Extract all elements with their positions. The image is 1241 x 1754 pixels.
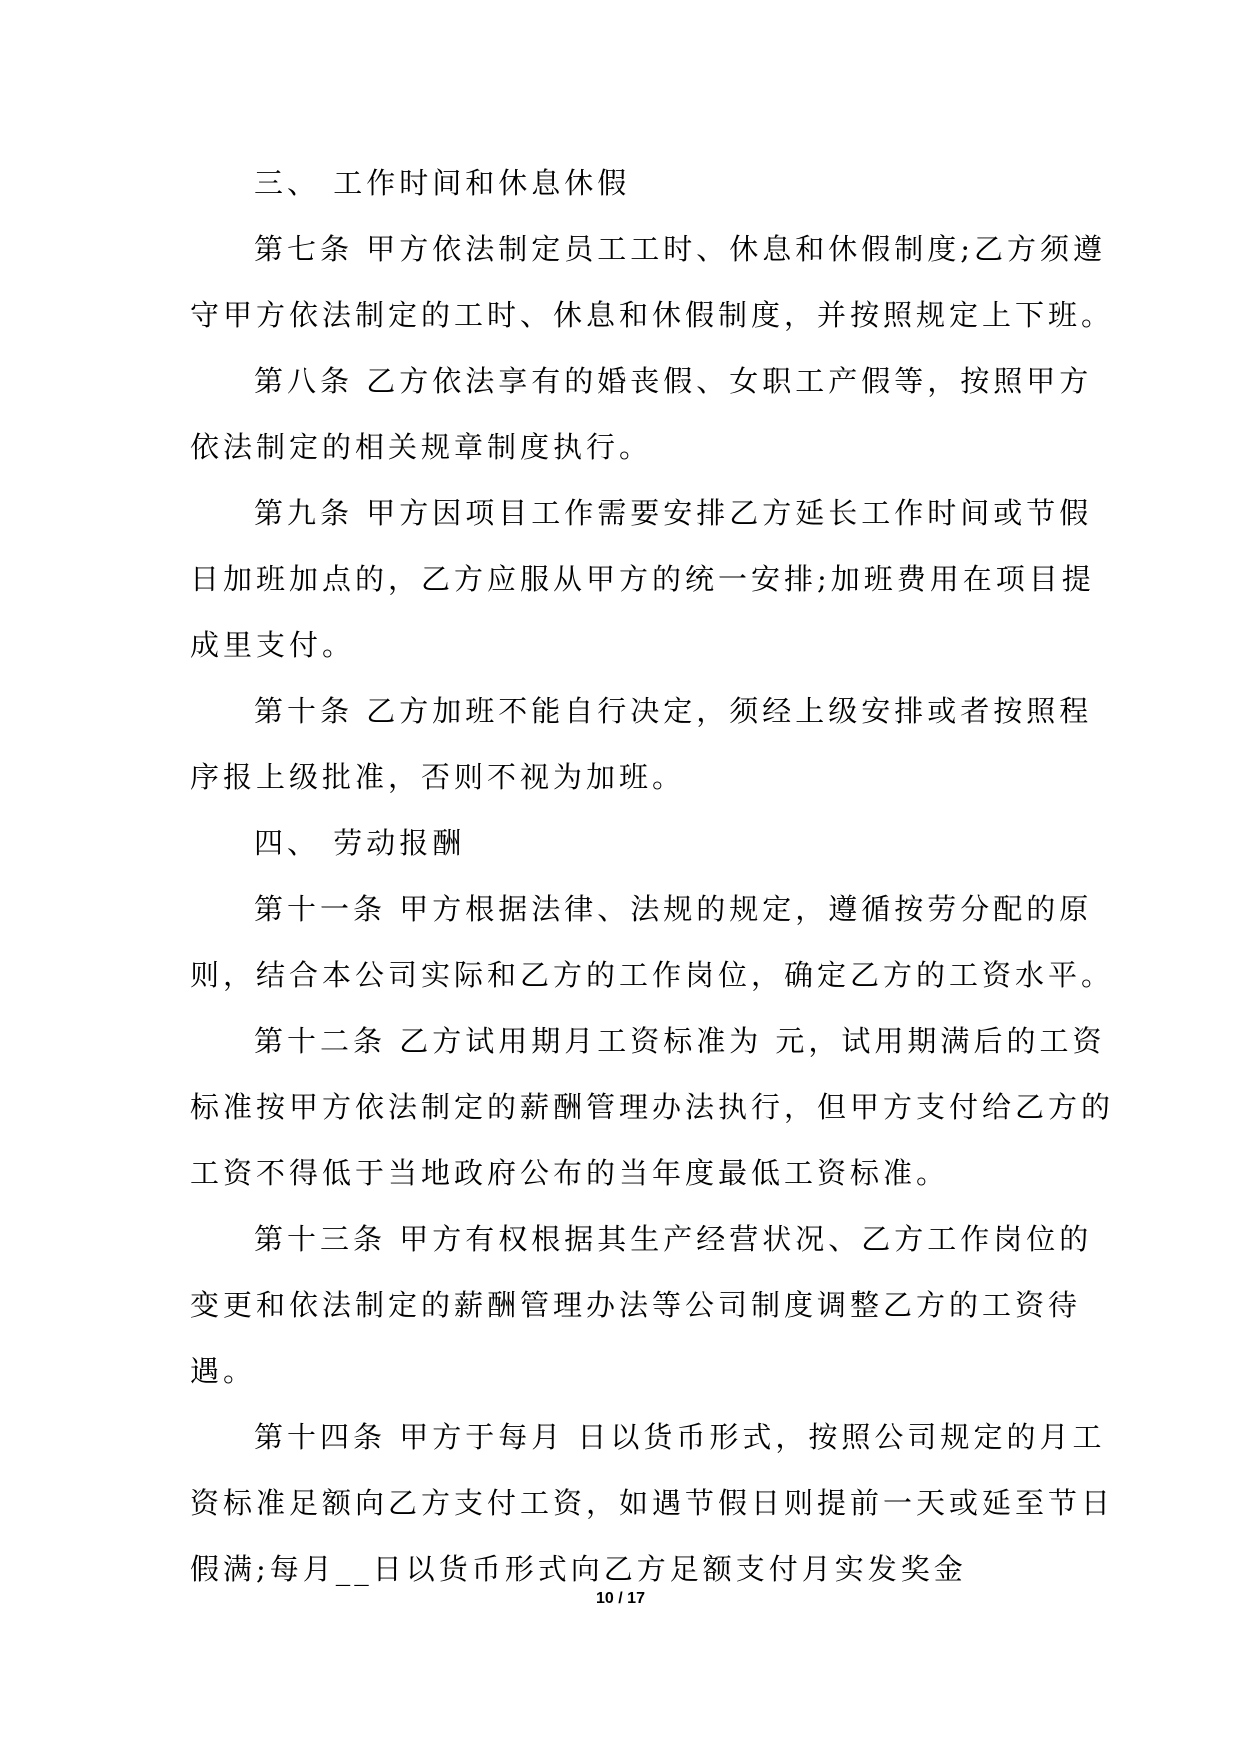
article-8-line-2: 依法制定的相关规章制度执行。 xyxy=(190,430,653,464)
article-12-line-2: 标准按甲方依法制定的薪酬管理办法执行，但甲方支付给乙方的 xyxy=(190,1090,1115,1124)
article-13-line-3: 遇。 xyxy=(190,1354,257,1388)
article-7-line-2: 守甲方依法制定的工时、休息和休假制度，并按照规定上下班。 xyxy=(190,298,1115,332)
article-14-line-1: 第十四条 甲方于每月 日以货币形式，按照公司规定的月工 xyxy=(254,1420,1106,1454)
article-9-line-2: 日加班加点的，乙方应服从甲方的统一安排;加班费用在项目提 xyxy=(190,562,1095,596)
article-12-line-1: 第十二条 乙方试用期月工资标准为 元，试用期满后的工资 xyxy=(254,1024,1106,1058)
article-10-line-1: 第十条 乙方加班不能自行决定，须经上级安排或者按照程 xyxy=(254,694,1093,728)
section-heading-working-hours: 三、 工作时间和休息休假 xyxy=(254,166,631,200)
article-11-line-2: 则，结合本公司实际和乙方的工作岗位，确定乙方的工资水平。 xyxy=(190,958,1115,992)
article-12-line-3: 工资不得低于当地政府公布的当年度最低工资标准。 xyxy=(190,1156,950,1190)
article-14-line-2: 资标准足额向乙方支付工资，如遇节假日则提前一天或延至节日 xyxy=(190,1486,1115,1520)
section-heading-remuneration: 四、 劳动报酬 xyxy=(254,826,466,860)
article-13-line-1: 第十三条 甲方有权根据其生产经营状况、乙方工作岗位的 xyxy=(254,1222,1093,1256)
article-8-line-1: 第八条 乙方依法享有的婚丧假、女职工产假等，按照甲方 xyxy=(254,364,1093,398)
article-9-line-1: 第九条 甲方因项目工作需要安排乙方延长工作时间或节假 xyxy=(254,496,1093,530)
article-7-line-1: 第七条 甲方依法制定员工工时、休息和休假制度;乙方须遵 xyxy=(254,232,1106,266)
article-11-line-1: 第十一条 甲方根据法律、法规的规定，遵循按劳分配的原 xyxy=(254,892,1093,926)
page-number: 10 / 17 xyxy=(596,1590,645,1607)
document-body xyxy=(190,150,1115,1602)
article-13-line-2: 变更和依法制定的薪酬管理办法等公司制度调整乙方的工资待 xyxy=(190,1288,1082,1322)
article-10-line-2: 序报上级批准，否则不视为加班。 xyxy=(190,760,686,794)
article-9-line-3: 成里支付。 xyxy=(190,628,356,662)
article-14-line-3: 假满;每月__日以货币形式向乙方足额支付月实发奖金 xyxy=(190,1552,967,1586)
